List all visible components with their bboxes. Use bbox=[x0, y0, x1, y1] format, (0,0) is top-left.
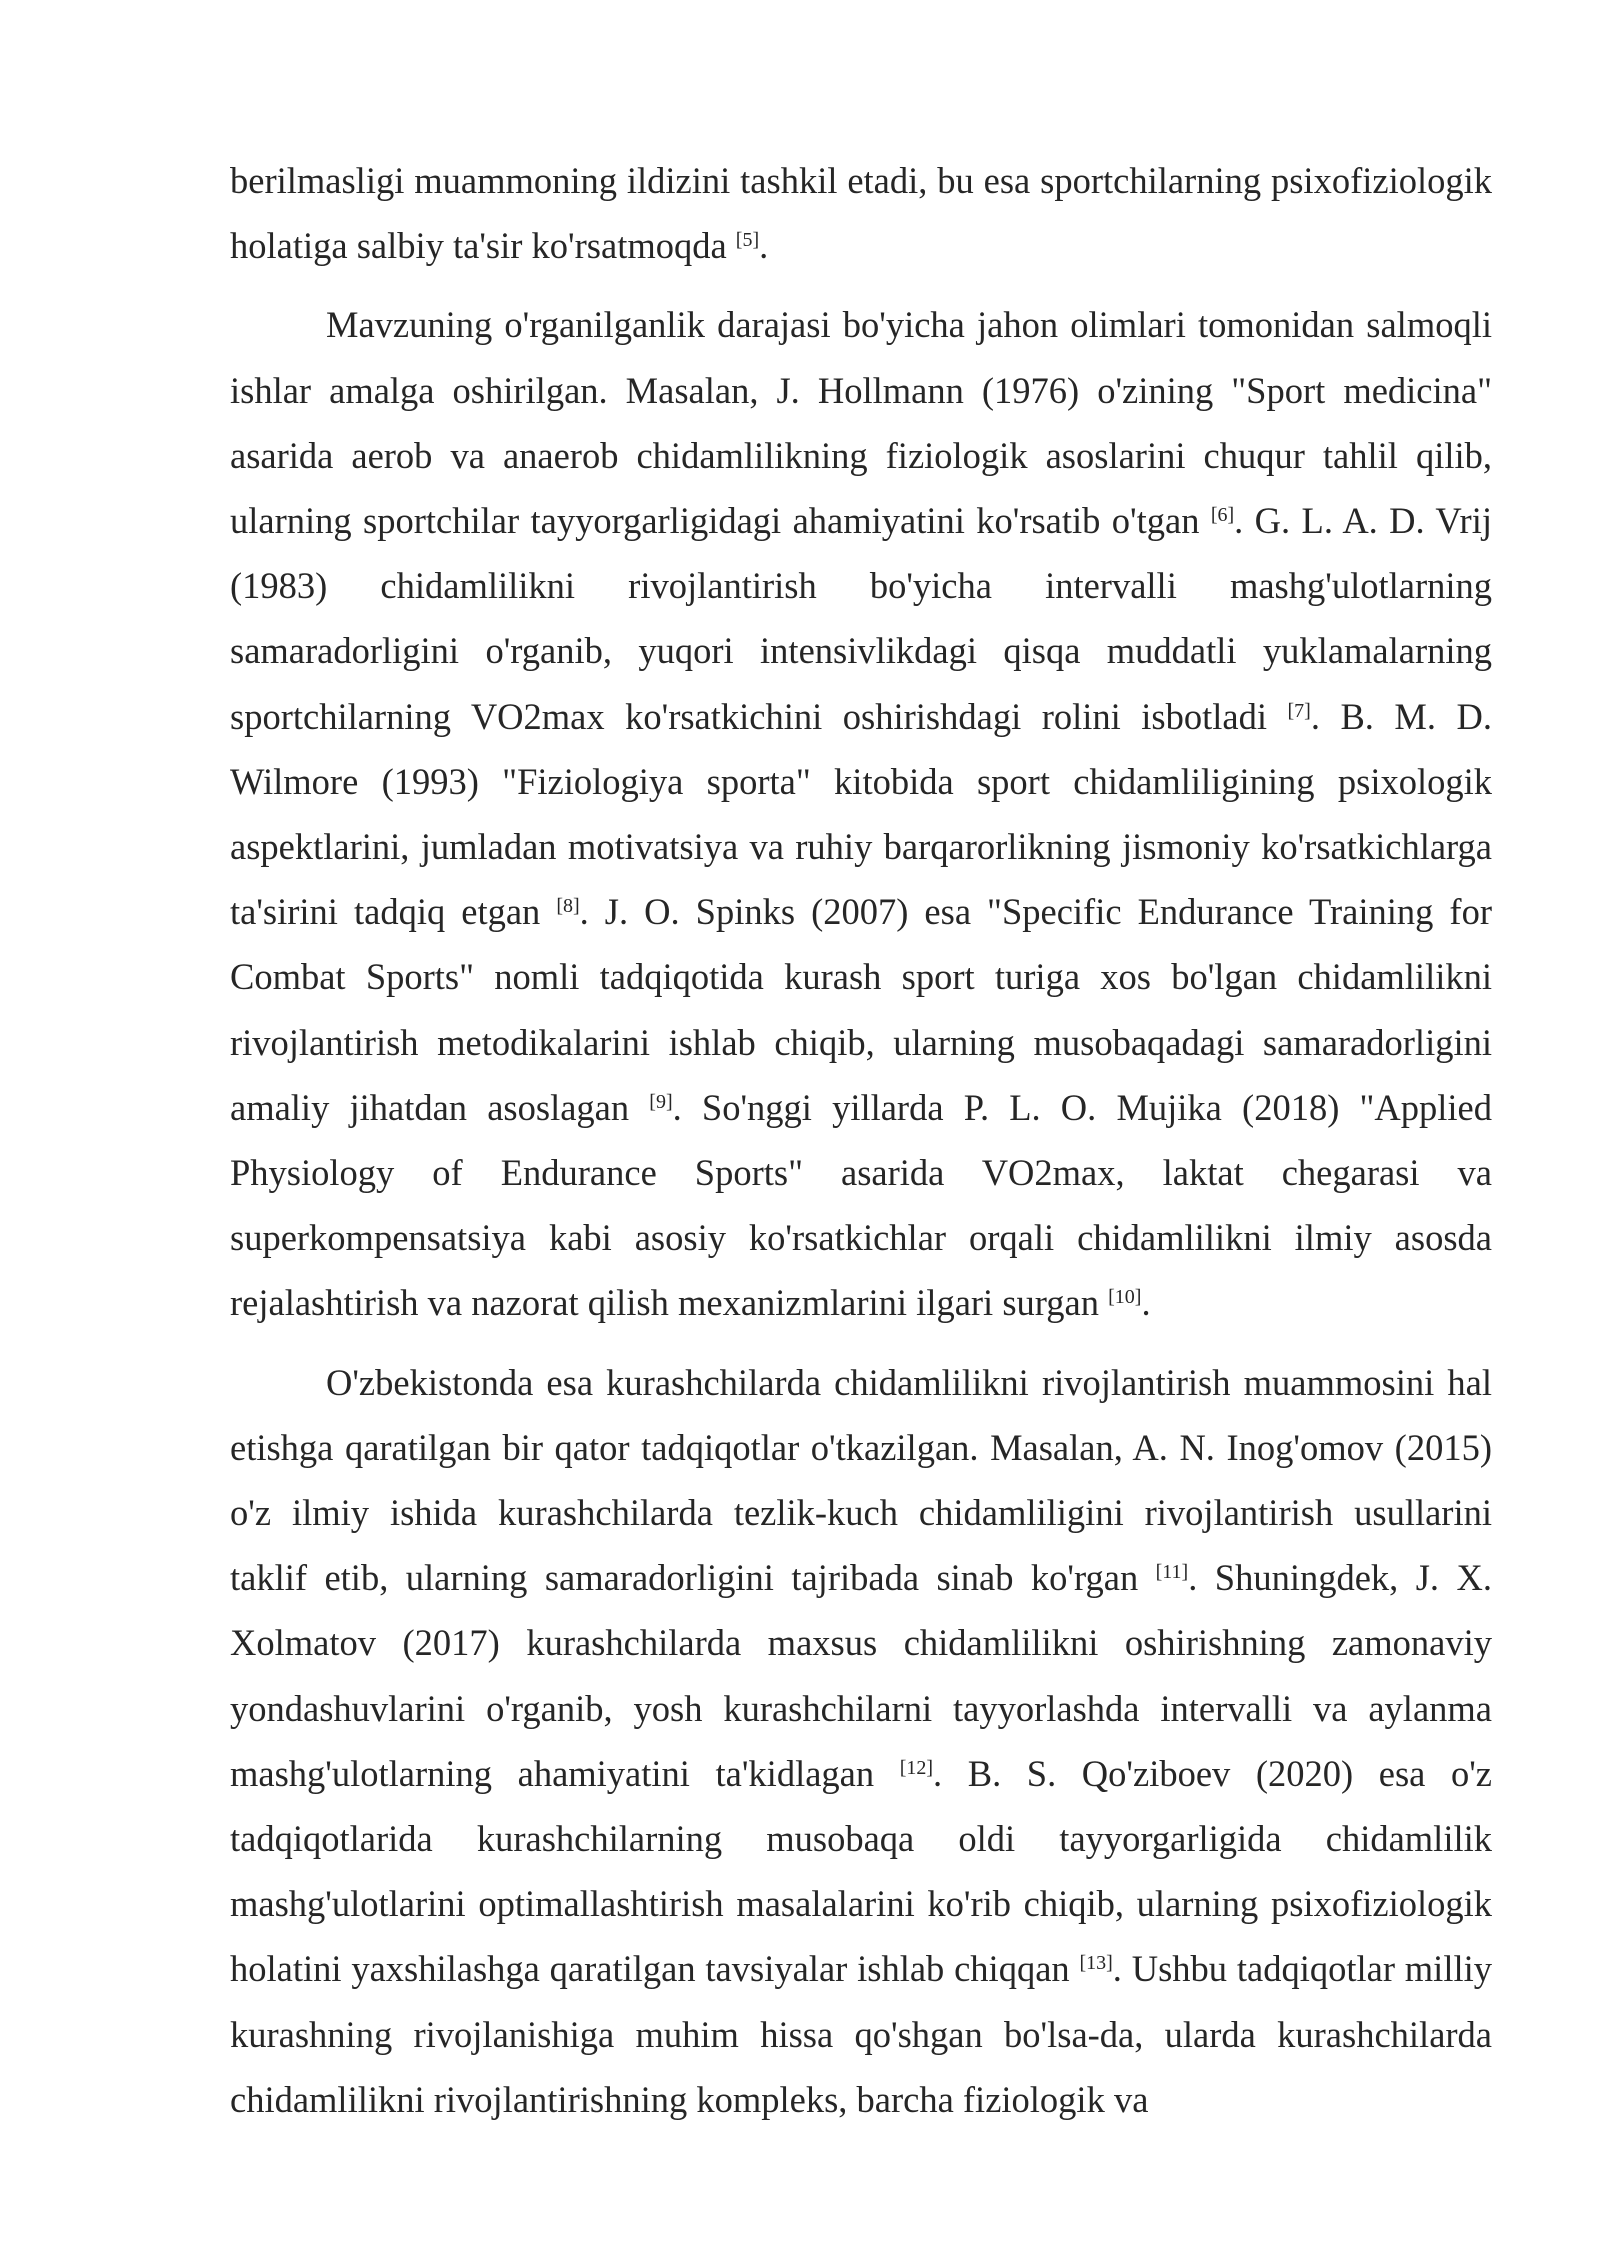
paragraph-text: Mavzuning o'rganilganlik darajasi bo'yicha jahon olimlari tomonidan salmoqli ishlar amalga oshirilgan. Masalan, J. Hollmann (1976) o'zining "Sport medicina" asarida aerob va anaerob chidamlilikning fiziologik asoslarini chuqur tahlil qilib, ularning sportchilar tayyorgarligidagi ahamiyatini ko'rsatib o'tgan bbox=[230, 304, 1492, 542]
paragraph bbox=[230, 292, 1492, 1335]
document-body bbox=[230, 148, 1492, 2132]
citation-reference: [5] bbox=[735, 229, 760, 252]
paragraph bbox=[230, 148, 1492, 278]
paragraph-text: . G. L. A. D. Vrij (1983) chidamlilikni rivojlantirish bo'yicha intervalli mashg'ulotlarning samaradorligini o'rganib, yuqori intensivlikdagi qisqa muddatli yuklamalarning sportchilarning VO2max ko'rsatkichini oshirishdagi rolini isbotladi bbox=[230, 500, 1492, 737]
paragraph-text: . So'nggi yillarda P. L. O. Mujika (2018) "Applied Physiology of Endurance Sports" asarida VO2max, laktat chegarasi va superkompensatsiya kabi asosiy ko'rsatkichlar orqali chidamlilikni ilmiy asosda rejalashtirish va nazorat qilish mexanizmlarini ilgari surgan bbox=[230, 1086, 1492, 1324]
citation-reference: [12] bbox=[899, 1756, 934, 1779]
citation-reference: [10] bbox=[1108, 1286, 1142, 1309]
paragraph-text: O'zbekistonda esa kurashchilarda chidamlilikni rivojlantirish muammosini hal etishga qaratilgan bir qator tadqiqotlar o'tkazilgan. Masalan, A. N. Inog'omov (2015) o'z ilmiy ishida kurashchilarda tezlik-kuch chidamliligini rivojlantirish usullarini taklif etib, ularning samaradorligini tajribada sinab ko'rgan bbox=[230, 1361, 1492, 1599]
paragraph-text: . B. M. D. Wilmore (1993) "Fiziologiya sporta" kitobida sport chidamliligining psixologik aspektlarini, jumladan motivatsiya va ruhiy barqarorlikning jismoniy ko'rsatkichlarga ta'sirini tadqiq etgan bbox=[230, 695, 1492, 933]
citation-reference: [6] bbox=[1210, 504, 1235, 527]
paragraph bbox=[230, 1350, 1492, 2132]
paragraph-text: . bbox=[1141, 1282, 1151, 1324]
paragraph-text: berilmasligi muammoning ildizini tashkil etadi, bu esa sportchilarning psixofiziologik holatiga salbiy ta'sir ko'rsatmoqda bbox=[230, 160, 1492, 267]
paragraph-text: . B. S. Qo'ziboev (2020) esa o'z tadqiqotlarida kurashchilarning musobaqa oldi tayyorgarligida chidamlilik mashg'ulotlarini optimallashtirish masalalarini ko'rib chiqib, ularning psixofiziologik holatini yaxshilashga qaratilgan tavsiyalar ishlab chiqqan bbox=[230, 1752, 1492, 1990]
paragraph-text: . bbox=[759, 225, 769, 267]
paragraph-text: . J. O. Spinks (2007) esa "Specific Endurance Training for Combat Sports" nomli tadqiqotida kurash sport turiga xos bo'lgan chidamlilikni rivojlantirish metodikalarini ishlab chiqib, ularning musobaqadagi samaradorligini amaliy jihatdan asoslagan bbox=[230, 891, 1492, 1128]
citation-reference: [8] bbox=[556, 895, 580, 918]
citation-reference: [13] bbox=[1079, 1952, 1113, 1975]
paragraph-text: . Shuningdek, J. X. Xolmatov (2017) kurashchilarda maxsus chidamlilikni oshirishning zamonaviy yondashuvlarini o'rganib, yosh kurashchilarni tayyorlashda intervalli va aylanma mashg'ulotlarning ahamiyatini ta'kidlagan bbox=[230, 1557, 1492, 1794]
citation-reference: [11] bbox=[1155, 1561, 1189, 1584]
citation-reference: [7] bbox=[1287, 699, 1311, 722]
citation-reference: [9] bbox=[649, 1090, 673, 1113]
paragraph-text: . Ushbu tadqiqotlar milliy kurashning rivojlanishiga muhim hissa qo'shgan bo'lsa-da, ularda kurashchilarda chidamlilikni rivojlantirishning kompleks, barcha fiziologik va bbox=[230, 1948, 1492, 2120]
